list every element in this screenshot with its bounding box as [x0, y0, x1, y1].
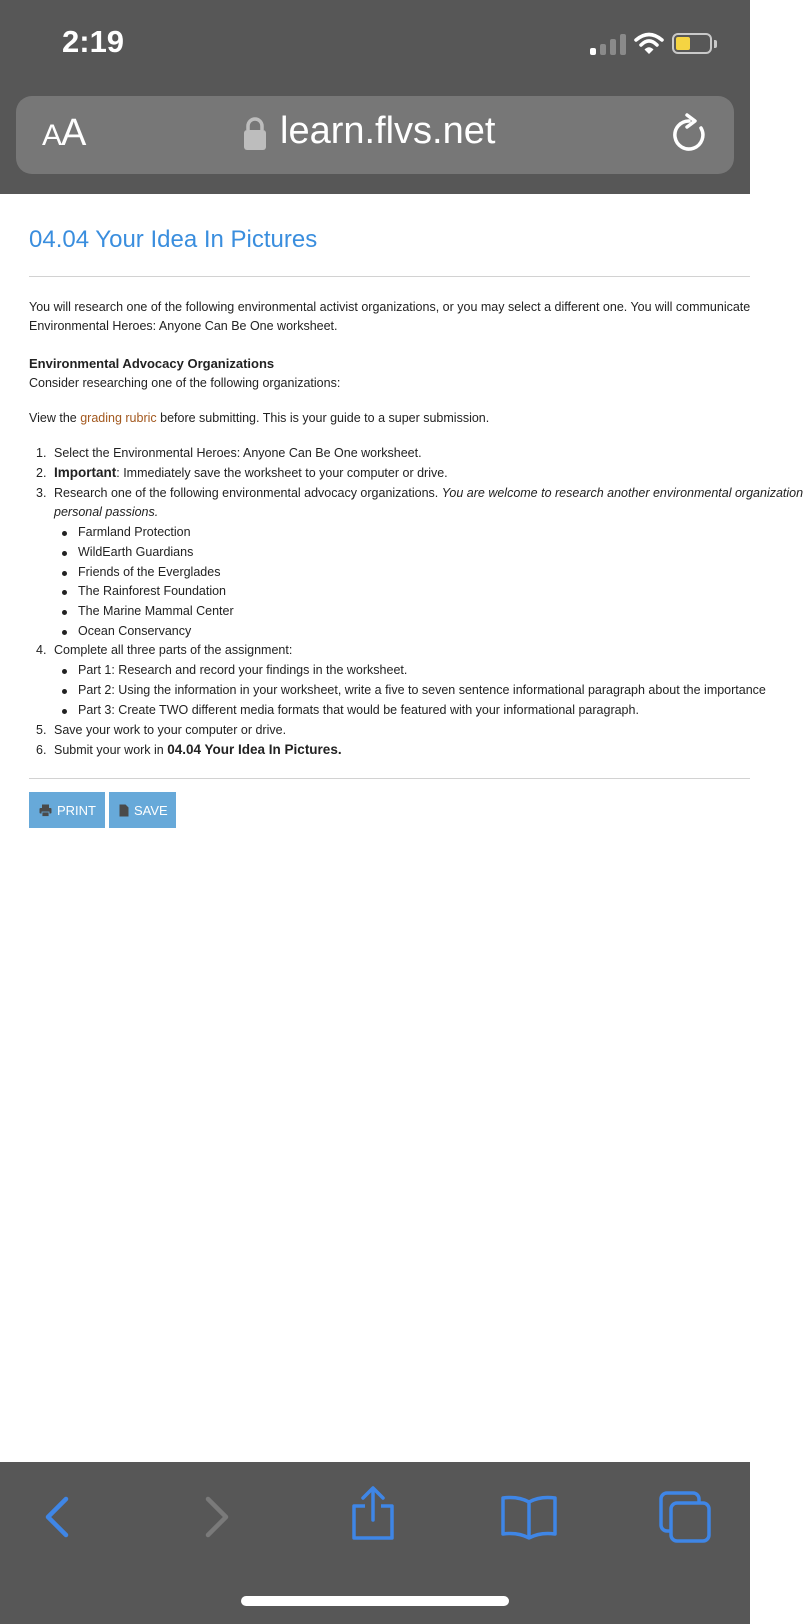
step-number: 5.: [36, 723, 47, 737]
forward-icon[interactable]: [200, 1493, 234, 1541]
cellular-signal-icon: [590, 33, 626, 55]
reload-icon[interactable]: [668, 114, 710, 156]
list-bullet: [62, 709, 67, 714]
printer-icon: [39, 804, 52, 817]
battery-tip: [714, 40, 717, 48]
list-bullet: [62, 610, 67, 615]
org-link-rainforest-foundation[interactable]: The Rainforest Foundation: [78, 584, 227, 598]
home-indicator: [241, 1596, 509, 1606]
step-research: Research one of the following environmental advocacy organizations. You are welcome to research another environmental organization: [54, 486, 803, 500]
print-button[interactable]: PRINT: [29, 792, 105, 828]
org-link-friends-of-the-everglades[interactable]: Friends of the Everglades: [78, 565, 221, 579]
intro-text-line2: Environmental Heroes: Anyone Can Be One worksheet.: [29, 319, 338, 333]
step-research-continued: personal passions.: [54, 505, 159, 519]
battery-icon: [672, 33, 712, 54]
save-button[interactable]: SAVE: [109, 792, 176, 828]
page-content: [0, 194, 803, 1462]
list-bullet: [62, 551, 67, 556]
list-bullet: [62, 590, 67, 595]
step-save-work: Save your work to your computer or drive.: [54, 723, 287, 737]
org-link-wildearth-guardians[interactable]: WildEarth Guardians: [78, 545, 194, 559]
step-complete-parts: Complete all three parts of the assignment:: [54, 643, 293, 657]
part-1-text: Part 1: Research and record your findings in the worksheet.: [78, 663, 408, 677]
grading-rubric-link[interactable]: grading rubric: [80, 411, 157, 425]
rubric-line: View the grading rubric before submitting. This is your guide to a super submission.: [29, 411, 490, 425]
list-bullet: [62, 669, 67, 674]
title-divider: [29, 276, 750, 277]
step-submit-work: Submit your work in 04.04 Your Idea In Pictures.: [54, 742, 342, 757]
part-3-text: Part 3: Create TWO different media formats that would be featured with your informational paragraph.: [78, 703, 639, 717]
step-number: 2.: [36, 466, 47, 480]
step-number: 6.: [36, 743, 47, 757]
browser-top-bar: [0, 0, 750, 194]
footer-divider: [29, 778, 750, 779]
url-bar[interactable]: [16, 96, 734, 174]
bookmarks-icon[interactable]: [500, 1494, 558, 1538]
step-number: 3.: [36, 486, 47, 500]
share-icon[interactable]: [350, 1486, 396, 1542]
url-text[interactable]: learn.flvs.net: [280, 110, 496, 152]
tabs-icon[interactable]: [658, 1490, 712, 1544]
list-bullet: [62, 630, 67, 635]
document-icon: [119, 804, 129, 817]
org-link-marine-mammal-center[interactable]: The Marine Mammal Center: [78, 604, 234, 618]
section-heading: Environmental Advocacy Organizations: [29, 356, 275, 371]
back-icon[interactable]: [40, 1493, 74, 1541]
org-link-farmland-protection[interactable]: Farmland Protection: [78, 525, 191, 539]
step-number: 4.: [36, 643, 47, 657]
status-time: 2:19: [62, 24, 125, 59]
section-subtext: Consider researching one of the following organizations:: [29, 376, 341, 390]
list-bullet: [62, 689, 67, 694]
list-bullet: [62, 571, 67, 576]
select-worksheet-link[interactable]: Select the Environmental Heroes: Anyone Can Be One worksheet.: [54, 446, 422, 460]
part-2-text: Part 2: Using the information in your worksheet, write a five to seven sentence informational paragraph about the importance: [78, 683, 766, 697]
page-title: 04.04 Your Idea In Pictures: [29, 226, 318, 253]
list-bullet: [62, 531, 67, 536]
org-link-ocean-conservancy[interactable]: Ocean Conservancy: [78, 624, 192, 638]
reader-options-button[interactable]: AA: [42, 112, 86, 154]
step-number: 1.: [36, 446, 47, 460]
lock-icon: [243, 116, 267, 152]
intro-text-line1: You will research one of the following environmental activist organizations, or you may select a different one. You will communicate: [29, 300, 751, 314]
wifi-icon: [634, 32, 664, 56]
step-important: Important: Immediately save the worksheet to your computer or drive.: [54, 465, 448, 480]
